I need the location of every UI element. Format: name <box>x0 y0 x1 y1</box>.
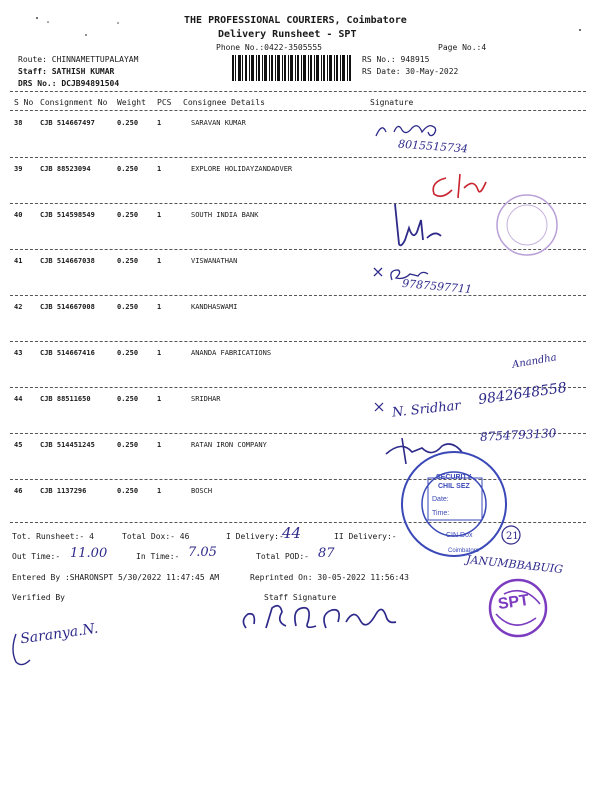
row-consignee: KANDHASWAMI <box>191 303 238 311</box>
row-consignee: VISWANATHAN <box>191 257 238 265</box>
row-weight: 0.250 <box>117 395 139 403</box>
company-name: THE PROFESSIONAL COURIERS, Coimbatore <box>184 15 407 26</box>
total-dox: Total Dox:- 46 <box>122 532 190 541</box>
row-consignment: CJB 514451245 <box>40 441 95 449</box>
row-pcs: 1 <box>157 211 162 219</box>
row-sno: 40 <box>14 211 23 219</box>
scan-specks <box>0 0 600 60</box>
col-consignee: Consignee Details <box>183 98 265 107</box>
row-consignment: CJB 514667008 <box>40 303 95 311</box>
row-weight: 0.250 <box>117 119 139 127</box>
col-weight: Weight <box>117 98 146 107</box>
bosch-stamp <box>398 448 510 560</box>
row-weight: 0.250 <box>117 257 139 265</box>
phone-row-41: 9787597711 <box>401 276 473 297</box>
signature-right: JANUMBBABUIG <box>465 552 564 577</box>
row-consignment: CJB 514667038 <box>40 257 95 265</box>
signature-row-43: Anandha <box>511 352 558 371</box>
stamp-time: Time: <box>432 510 450 517</box>
row-pcs: 1 <box>157 257 162 265</box>
tot-runsheet: Tot. Runsheet:- 4 <box>12 532 94 541</box>
col-signature: Signature <box>370 98 414 107</box>
verified-by-label: Verified By <box>12 593 65 602</box>
verified-signature-flourish <box>8 630 48 670</box>
row-consignee: SARAVAN KUMAR <box>191 119 246 127</box>
stamp-circle-row-40 <box>492 190 562 260</box>
row-pcs: 1 <box>157 349 162 357</box>
col-pcs: PCS <box>157 98 172 107</box>
verified-signature: Saranya.N. <box>19 620 100 648</box>
phone-row-38: 8015515734 <box>397 137 469 156</box>
out-time-value: 11.00 <box>70 546 108 561</box>
row-pcs: 1 <box>157 165 162 173</box>
row-consignee: RATAN IRON COMPANY <box>191 441 267 449</box>
svg-text:21: 21 <box>506 531 519 542</box>
staff-signature-label: Staff Signature <box>264 593 337 602</box>
total-pod-value: 87 <box>318 546 335 561</box>
staff-signature-mark <box>236 598 406 642</box>
row-divider <box>10 295 586 296</box>
in-time-label: In Time:- <box>136 552 180 561</box>
page-number: Page No.:4 <box>438 43 487 52</box>
row-sno: 46 <box>14 487 23 495</box>
rs-number: RS No.: 948915 <box>362 55 430 64</box>
row-consignment: CJB 1137296 <box>40 487 87 495</box>
row-weight: 0.250 <box>117 487 139 495</box>
row-weight: 0.250 <box>117 211 139 219</box>
phone-row-45: 8754793130 <box>479 426 557 444</box>
circled-21 <box>500 524 522 546</box>
i-delivery-label: I Delivery:- <box>226 532 284 541</box>
out-time-label: Out Time:- <box>12 552 61 561</box>
row-sno: 38 <box>14 119 23 127</box>
row-sno: 45 <box>14 441 23 449</box>
col-consignment: Consignment No <box>40 98 108 107</box>
row-sno: 44 <box>14 395 23 403</box>
in-time-value: 7.05 <box>188 545 217 560</box>
phone-number: Phone No.:0422-3505555 <box>216 43 322 52</box>
row-sno: 43 <box>14 349 23 357</box>
row-sno: 41 <box>14 257 23 265</box>
stamp-security: SECURITY <box>436 474 472 481</box>
row-pcs: 1 <box>157 441 162 449</box>
row-weight: 0.250 <box>117 165 139 173</box>
row-sno: 39 <box>14 165 23 173</box>
staff-name: Staff: SATHISH KUMAR <box>18 67 115 76</box>
col-sno: S No <box>14 98 34 107</box>
signature-row-39 <box>420 168 500 204</box>
document-title: Delivery Runsheet - SPT <box>218 29 357 40</box>
row-pcs: 1 <box>157 119 162 127</box>
i-delivery-value: 44 <box>282 524 302 542</box>
total-pod-label: Total POD:- <box>256 552 309 561</box>
row-consignment: CJB 514598549 <box>40 211 95 219</box>
stamp-coimbatore: Coimbatore <box>448 548 480 554</box>
row-consignee: EXPLORE HOLIDAYZANDADVER <box>191 165 293 173</box>
ii-delivery-label: II Delivery:- <box>334 532 397 541</box>
header-divider-top <box>10 91 586 92</box>
stamp-date: Date: <box>432 496 449 503</box>
stamp-chil-sez: CHIL SEZ <box>438 483 470 490</box>
row-pcs: 1 <box>157 487 162 495</box>
row-pcs: 1 <box>157 395 162 403</box>
row-consignment: CJB 88511650 <box>40 395 91 403</box>
row-divider <box>10 341 586 342</box>
row-weight: 0.250 <box>117 441 139 449</box>
checkmark-row-44 <box>374 402 384 412</box>
row-weight: 0.250 <box>117 349 139 357</box>
header-divider-bottom <box>10 110 586 111</box>
row-consignee: BOSCH <box>191 487 213 495</box>
signature-row-40 <box>385 200 445 252</box>
row-divider <box>10 387 586 388</box>
row-consignee: ANANDA FABRICATIONS <box>191 349 272 357</box>
row-pcs: 1 <box>157 303 162 311</box>
stamp-cin: CIN Dox <box>446 532 473 539</box>
route: Route: CHINNAMETTUPALAYAM <box>18 55 139 64</box>
row-consignee: SOUTH INDIA BANK <box>191 211 259 219</box>
drs-number: DRS No.: DCJB94891504 <box>18 79 120 88</box>
row-consignment: CJB 514667416 <box>40 349 95 357</box>
name-row-44: N. Sridhar <box>391 398 462 421</box>
row-consignment: CJB 88523094 <box>40 165 91 173</box>
row-divider <box>10 157 586 158</box>
spt-stamp-text: SPT <box>496 591 531 614</box>
row-consignment: CJB 514667497 <box>40 119 95 127</box>
row-weight: 0.250 <box>117 303 139 311</box>
entered-by: Entered By :SHARONSPT 5/30/2022 11:47:45 AM <box>12 573 220 582</box>
reprinted-on: Reprinted On: 30-05-2022 11:56:43 <box>250 573 409 582</box>
row-consignee: SRIDHAR <box>191 395 221 403</box>
phone-row-44: 9842648558 <box>477 379 568 409</box>
rs-date: RS Date: 30-May-2022 <box>362 67 459 76</box>
row-sno: 42 <box>14 303 23 311</box>
